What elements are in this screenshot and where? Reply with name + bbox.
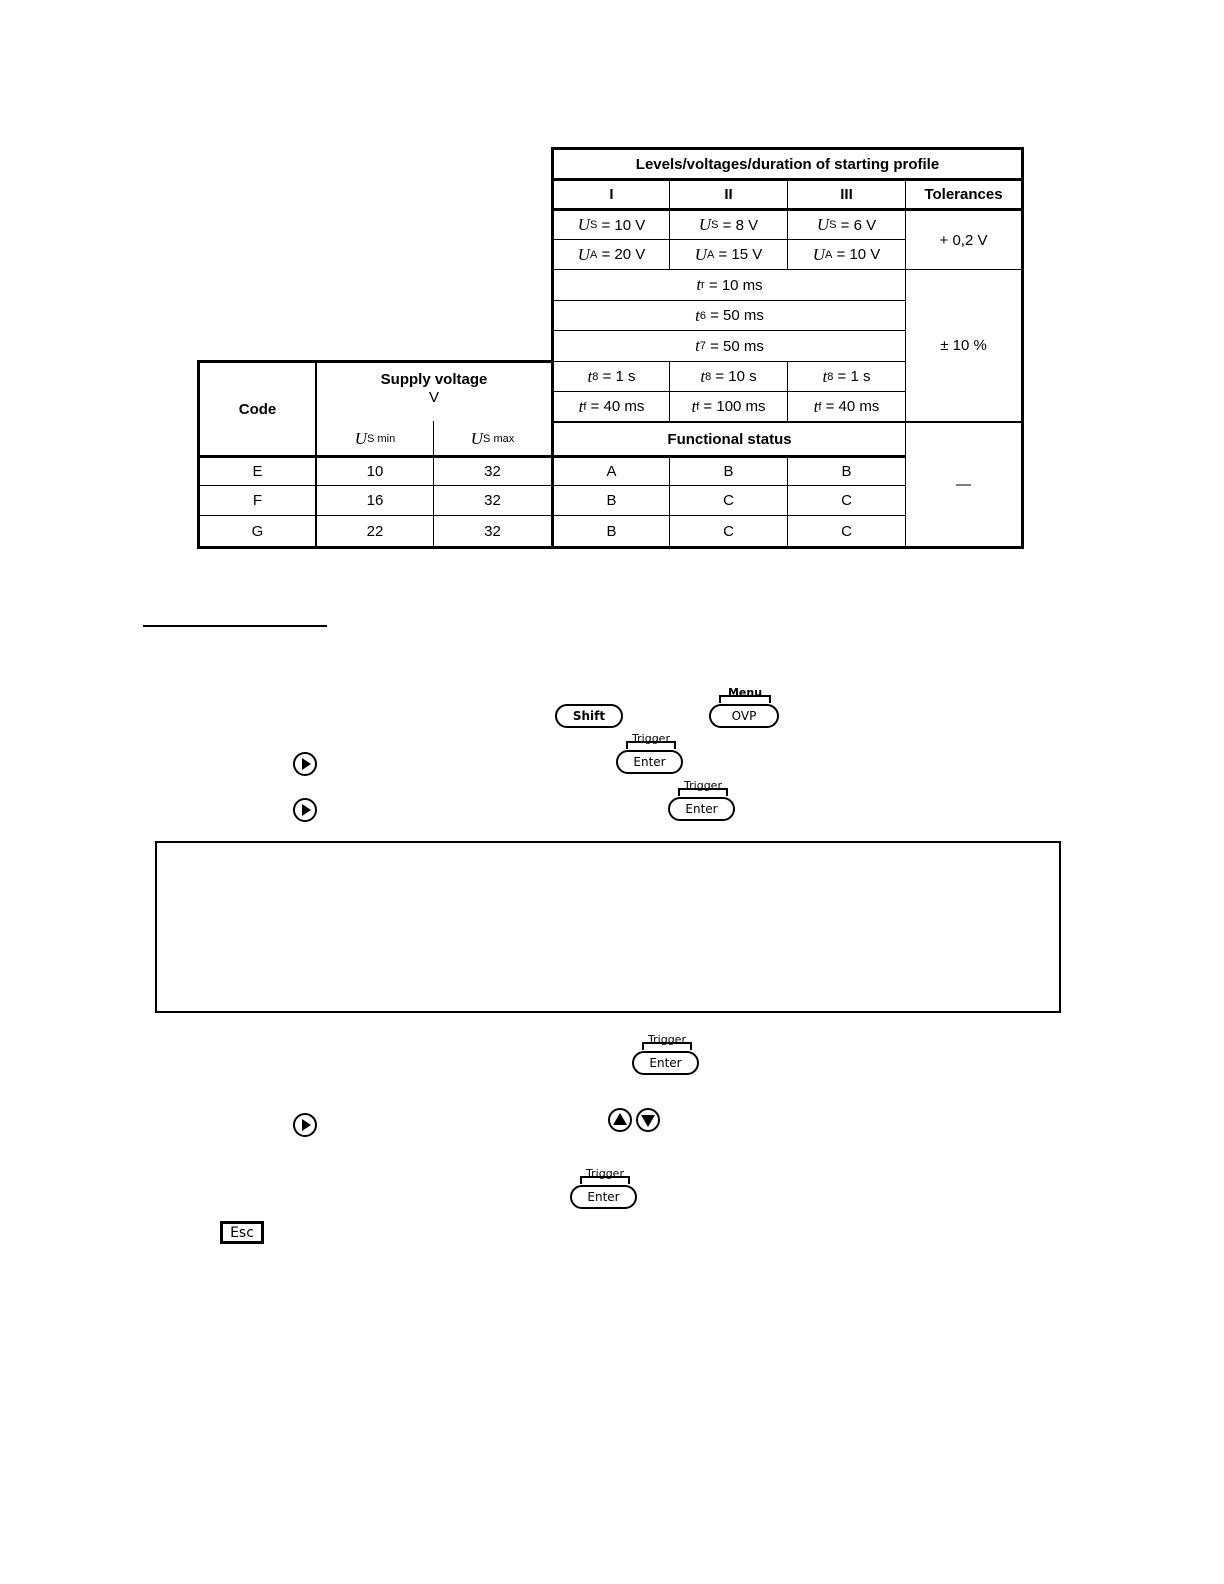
table-row-code: F xyxy=(252,492,263,509)
trigger-bracket: Trigger xyxy=(626,741,676,749)
table-row-status-iii: C xyxy=(841,522,852,540)
code-header: Code xyxy=(238,400,277,418)
enter-key-icon: Enter xyxy=(616,750,683,774)
table-row-status-i: B xyxy=(606,522,617,540)
column-i-header: I xyxy=(609,186,614,203)
ua-level-ii: U A = 15 V xyxy=(694,244,763,264)
table-row-min: 16 xyxy=(366,492,384,509)
play-bullet-icon xyxy=(293,1113,317,1137)
t7-value: t 7 = 50 ms xyxy=(695,336,764,355)
table-row-code: E xyxy=(252,463,263,480)
play-bullet-icon xyxy=(293,798,317,822)
table-row-max: 32 xyxy=(484,522,501,540)
up-arrow-key-icon xyxy=(608,1108,632,1132)
t8-level-iii: t 8 = 1 s xyxy=(822,366,871,386)
trigger-bracket: Trigger xyxy=(678,788,728,796)
table-row-status-iii: B xyxy=(841,463,852,480)
us-min-header: U S min xyxy=(354,428,396,448)
ua-level-i: U A = 20 V xyxy=(577,244,646,264)
esc-key-icon: Esc xyxy=(220,1221,264,1244)
supply-voltage-header: Supply voltage V xyxy=(380,371,488,406)
table-row-max: 32 xyxy=(484,463,501,480)
section-divider xyxy=(143,625,327,627)
table-row-status-ii: C xyxy=(723,492,734,509)
us-level-i: U S = 10 V xyxy=(577,215,646,234)
note-box xyxy=(155,841,1061,1013)
table-row-status-iii: C xyxy=(841,492,852,509)
table-row-status-ii: B xyxy=(723,463,734,480)
us-max-header: U S max xyxy=(470,428,515,448)
table-row-max: 32 xyxy=(484,492,501,509)
enter-key-icon: Enter xyxy=(570,1185,637,1209)
tf-level-i: t f = 40 ms xyxy=(578,396,645,416)
table-row-status-i: B xyxy=(606,492,617,509)
t8-level-ii: t 8 = 10 s xyxy=(700,366,757,386)
table-row-min: 10 xyxy=(366,463,384,480)
table-row-code: G xyxy=(251,522,264,540)
tolerance-time: ± 10 % xyxy=(940,337,987,354)
down-arrow-key-icon xyxy=(636,1108,660,1132)
tf-level-ii: t f = 100 ms xyxy=(691,396,766,416)
trigger-bracket: Trigger xyxy=(580,1176,630,1184)
ovp-key-icon: OVP xyxy=(709,704,779,728)
play-bullet-icon xyxy=(293,752,317,776)
t8-level-i: t 8 = 1 s xyxy=(587,366,636,386)
column-iii-header: III xyxy=(840,186,853,203)
tolerances-header: Tolerances xyxy=(924,186,1003,203)
enter-key-icon: Enter xyxy=(632,1051,699,1075)
ua-level-iii: U A = 10 V xyxy=(812,244,881,264)
shift-key-icon: Shift xyxy=(555,704,623,728)
enter-key-icon: Enter xyxy=(668,797,735,821)
us-level-ii: U S = 8 V xyxy=(698,215,759,234)
table-row-status-ii: C xyxy=(723,522,734,540)
tolerance-voltage: + 0,2 V xyxy=(939,231,988,249)
table-row-min: 22 xyxy=(366,522,384,540)
tr-value: t r = 10 ms xyxy=(696,275,763,294)
us-level-iii: U S = 6 V xyxy=(816,215,877,234)
profile-header: Levels/voltages/duration of starting profile xyxy=(635,155,940,173)
tolerance-status: — xyxy=(956,476,971,493)
menu-bracket: Menu xyxy=(719,695,771,703)
table-row-status-i: A xyxy=(606,463,617,480)
column-ii-header: II xyxy=(724,186,733,203)
tf-level-iii: t f = 40 ms xyxy=(813,396,880,416)
functional-status-header: Functional status xyxy=(667,430,792,448)
t6-value: t 6 = 50 ms xyxy=(695,305,764,325)
trigger-bracket: Trigger xyxy=(642,1042,692,1050)
